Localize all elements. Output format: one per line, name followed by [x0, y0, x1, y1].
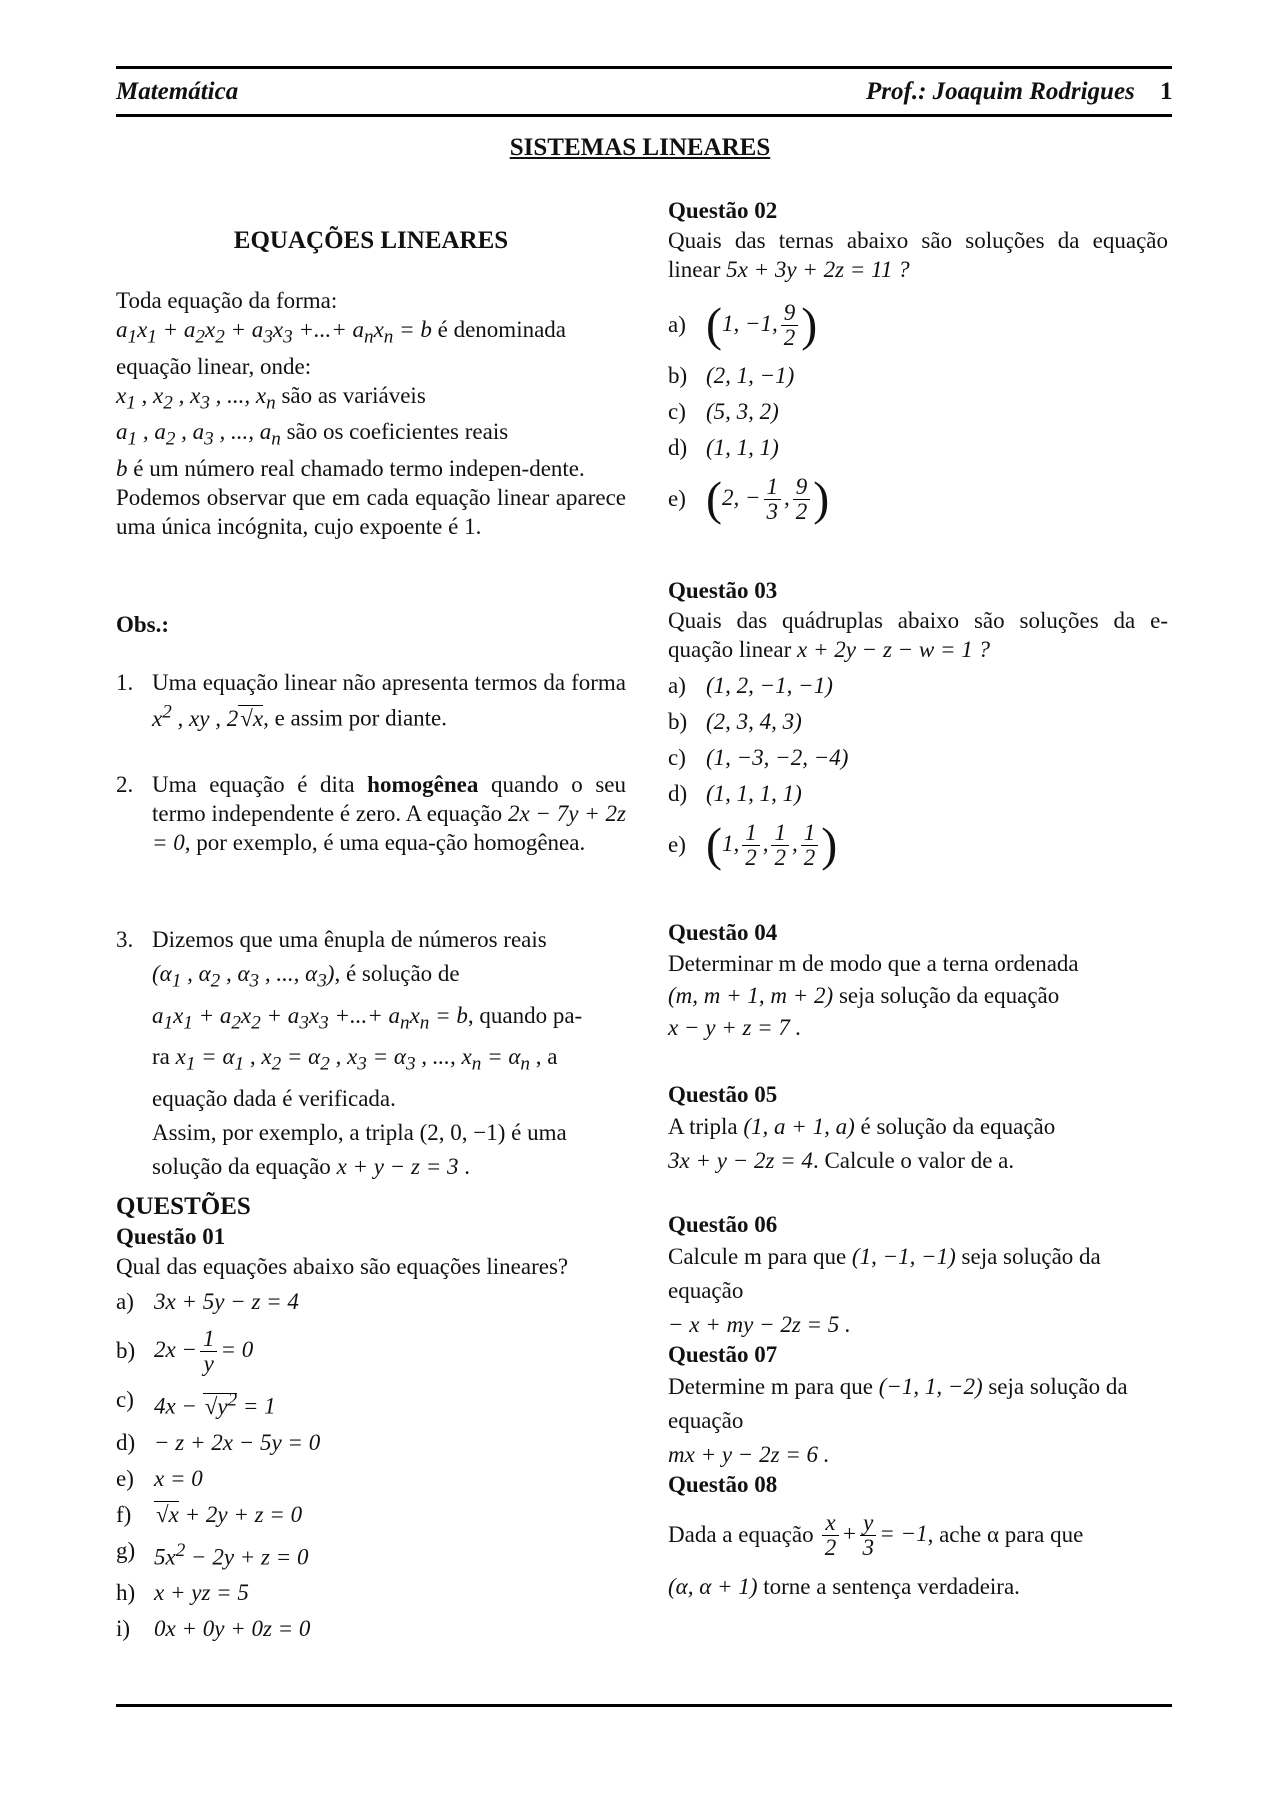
list-item: f) √x + 2y + z = 0: [116, 1501, 303, 1527]
obs-label: Obs.:: [116, 612, 170, 637]
list-item: b) 2x − $\frac{1}{y}$ = 0: [116, 1325, 254, 1376]
intro-line-1: Toda equação da forma:: [116, 288, 338, 313]
list-item: b) (2, 3, 4, 3): [668, 709, 802, 734]
list-item: d) (1, 1, 1): [668, 435, 779, 460]
q03-options: [668, 668, 1168, 878]
observe-paragraph: Podemos observar que em cada equação linear aparece uma única incógnita, cujo expoente é 1.: [116, 484, 626, 539]
q02-label: Questão 02: [668, 198, 778, 223]
q02-text: Quais das ternas abaixo são soluções da equação linear 5x + 3y + 2z = 11 ?: [668, 228, 1168, 282]
page-number: 1: [1160, 78, 1173, 105]
obs-item-1: 1. Uma equação linear não apresenta termos da forma $x^2$ , xy , 2√x, e assim por diante.: [116, 670, 626, 731]
list-item: a) (1, 2, −1, −1): [668, 673, 833, 698]
section-heading: EQUAÇÕES LINEARES: [233, 227, 509, 254]
list-item: a) 3x + 5y − z = 4: [116, 1289, 299, 1314]
q03-text: Quais das quádruplas abaixo são soluções da e-quação linear x + 2y − z − w = 1 ?: [668, 608, 1168, 662]
header-rule: [116, 114, 1172, 117]
list-item: h) x + yz = 5: [116, 1580, 249, 1606]
obs-item-2: 2. Uma equação é dita homogênea quando o seu termo independente é zero. A equação 2x − 7y + 2z = 0, por exemplo, é uma equa-ção homogênea.: [116, 772, 627, 855]
list-item: g) $5x^2 - 2y + z = 0$: [116, 1537, 309, 1570]
list-item: b) (2, 1, −1): [668, 363, 795, 388]
list-item: c) $4x - √y^2 = 1$: [116, 1387, 276, 1419]
footer-rule: [116, 1704, 1172, 1707]
header-teacher: Prof.: Joaquim Rodrigues: [866, 78, 1135, 105]
coefficients-line: $a_1$ , $a_2$ , $a_3$ , ..., $a_n$ são os coeficientes reais: [116, 419, 509, 450]
q06-text: Calcule m para que (1, −1, −1) seja solução da equação − x + my − 2z = 5 .: [668, 1244, 1101, 1337]
q05-label: Questão 05: [668, 1082, 778, 1107]
q08-text: Dada a equação $\frac{x}{2}$ + $\frac{y}{3}$ = −1 , ache α para que (α, α + 1) torne a sentença verdadeira.: [668, 1509, 1084, 1599]
list-item: i) 0x + 0y + 0z = 0: [116, 1616, 311, 1642]
intro-text: [116, 286, 626, 541]
q03-label: Questão 03: [668, 578, 778, 603]
q01-label: Questão 01: [116, 1224, 226, 1249]
list-item: e) (1, $\frac{1}{2}$ , $\frac{1}{2}$ , $\frac{1}{2}$ ): [668, 818, 838, 871]
list-item: c) (1, −3, −2, −4): [668, 745, 849, 770]
q01-text: Qual das equações abaixo são equações lineares?: [116, 1254, 569, 1279]
q06-label: Questão 06: [668, 1212, 778, 1237]
top-rule: [116, 66, 1172, 69]
questoes-heading: QUESTÕES: [116, 1193, 251, 1220]
list-item: d) − z + 2x − 5y = 0: [116, 1429, 321, 1455]
list-item: a) (1, −1, $\frac{9}{2}$ ): [668, 298, 818, 351]
list-item: c) (5, 3, 2): [668, 399, 779, 424]
page-title: SISTEMAS LINEARES: [509, 134, 771, 161]
intro-line-2: equação linear, onde:: [116, 353, 312, 379]
obs-item-3: 3. Dizemos que uma ênupla de números reais ($\alpha_1$ , $\alpha_2$ , $\alpha_3$ , ..., $\alpha_3$), é solução de $a_1x_1 + a_2x_2 + a_3x_3$ +...+ $a_nx_n = b$, quando pa- ra $x_1 = \alpha_1$ , $x_2 = \alpha_2$ , $x_3 = \alpha_3$ , ..., $x_n = \alpha_n$ , a equação dada é verificada. Assim, por exemplo, a tripla (2, 0, −1) é uma solução da equação x + y − z = 3 .: [116, 927, 583, 1179]
q01-list: [116, 1284, 626, 1647]
q08-label: Questão 08: [668, 1472, 778, 1497]
q04-label: Questão 04: [668, 920, 778, 945]
list-item: e) (2, − $\frac{1}{3}$ , $\frac{9}{2}$ ): [668, 472, 830, 525]
q07-text: Determine m para que (−1, 1, −2) seja solução da equação mx + y − 2z = 6 .: [668, 1374, 1128, 1467]
general-formula: $a_1x_1 + a_2x_2 + a_3x_3$ +...+ $a_nx_n = b$ é denominada: [116, 317, 567, 348]
header-subject: Matemática: [116, 78, 239, 105]
q04-text: Determinar m de modo que a terna ordenada (m, m + 1, m + 2) seja solução da equação x − y + z = 7 .: [668, 951, 1079, 1040]
b-line: b é um número real chamado termo indepen-dente.: [116, 455, 585, 481]
q05-text: A tripla (1, a + 1, a) é solução da equação 3x + y − 2z = 4. Calcule o valor de a.: [668, 1114, 1056, 1173]
list-item: e) x = 0: [116, 1465, 203, 1491]
variables-line: $x_1$ , $x_2$ , $x_3$ , ..., $x_n$ são as variáveis: [116, 382, 426, 414]
q07-label: Questão 07: [668, 1342, 778, 1367]
q02-options: [668, 292, 1168, 532]
list-item: d) (1, 1, 1, 1): [668, 781, 802, 806]
